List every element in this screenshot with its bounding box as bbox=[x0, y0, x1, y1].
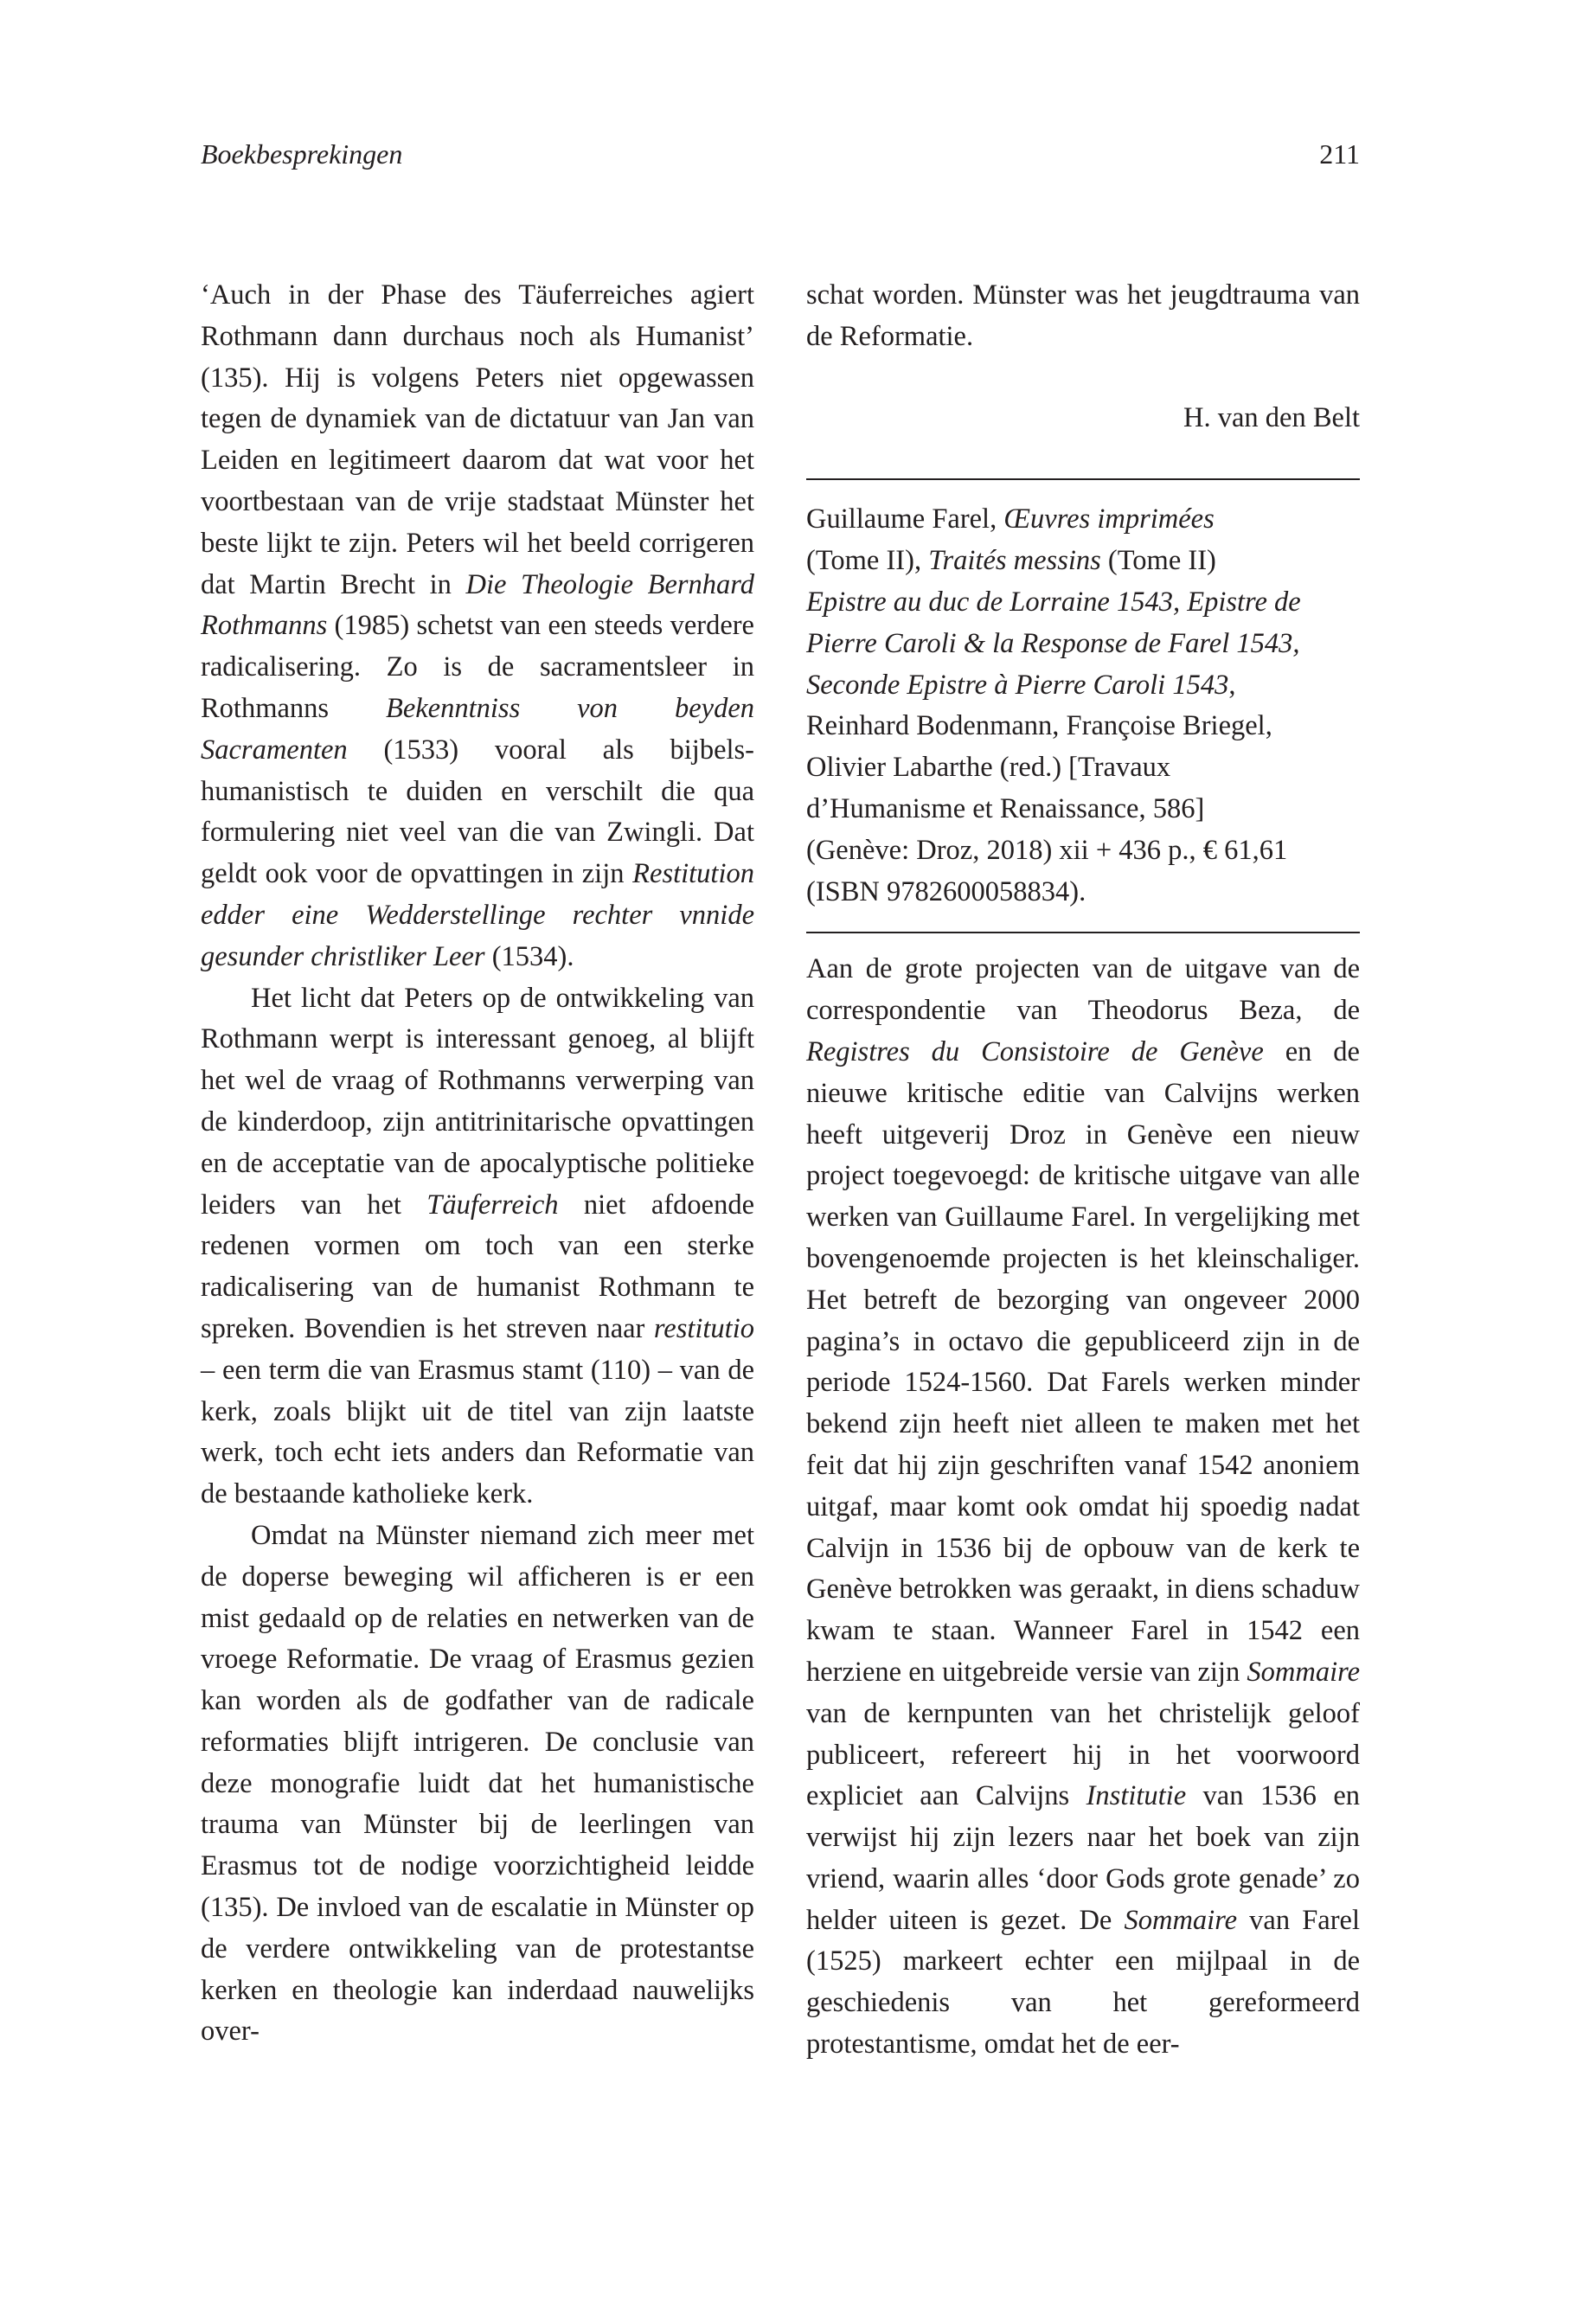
citation-line: (Tome II), Traités messins (Tome II) bbox=[806, 545, 1216, 577]
page-number: 211 bbox=[1319, 138, 1360, 170]
page-header bbox=[201, 138, 1360, 180]
citation-line: Olivier Labarthe (red.) [Travaux bbox=[806, 752, 1171, 784]
reviewer-signature: H. van den Belt bbox=[1183, 401, 1360, 433]
running-title: Boekbesprekingen bbox=[201, 138, 403, 170]
citation-line: Reinhard Bodenmann, Françoise Briegel, bbox=[806, 710, 1272, 742]
emphasis-term: Täuferreich bbox=[426, 1189, 559, 1221]
right-column bbox=[806, 275, 1360, 2066]
emphasis-term: Institutie bbox=[1086, 1780, 1187, 1812]
book-title: Bekenntniss von beyden Sacramenten bbox=[201, 692, 754, 766]
citation-line: Guillaume Farel, Œuvres imprimées bbox=[806, 503, 1215, 535]
paragraph-conclusion: Omdat na Münster niemand zich meer met de doperse beweging wil afficheren is er een mist gedaald op de relaties en netwerken van de vroege Reformatie. De vraag of Erasmus gezien kan worden als de godfather van de radicale reformaties blijft intrigeren. De conclusie van deze monografie luidt dat het humanistische trauma van Münster bij de leerlingen van Erasmus tot de nodige voorzichtigheid leidde (135). De invloed van de escalatie in Münster op de verdere ontwikkeling van de protestantse kerken en theologie kan inderdaad nauwelijks over- bbox=[201, 1519, 754, 2048]
citation-line: Pierre Caroli & la Response de Farel 1543, bbox=[806, 627, 1300, 659]
book-citation bbox=[806, 480, 1360, 932]
emphasis-term: Registres du Consistoire de Genève bbox=[806, 1035, 1264, 1067]
citation-line: d’Humanisme et Renaissance, 586] bbox=[806, 792, 1205, 824]
paragraph-rothmann-humanist: ‘Auch in der Phase des Täuferreiches agiert Rothmann dann durchaus noch als Humanist’ (135). Hij is volgens Peters niet opgewassen tegen de dynamiek van de dictatuur van Jan van Leiden en legitimeert daarom dat wat voor het voortbestaan van de vrije stadstaat Münster het beste lijkt te zijn. Peters wil het beeld corrigeren dat Martin Brecht in Die Theologie Bernhard Rothmanns (1985) schetst van een steeds verdere radicalisering. Zo is de sacramentsleer in Rothmanns Bekenntniss von beyden Sacramenten (1533) vooral als bijbels-humanistisch te duiden en verschilt die qua formulering niet veel van die van Zwingli. Dat geldt ook voor de opvattingen in zijn Restitution edder eine Wedderstellinge rechter vnnide gesunder christliker Leer (1534). bbox=[201, 279, 754, 972]
paragraph-continuation: schat worden. Münster was het jeugdtrauma van de Reformatie. bbox=[806, 279, 1360, 352]
book-title: Restitution edder eine Wedderstellinge rechter vnnide gesunder christliker Leer bbox=[201, 858, 754, 972]
citation-line: Seconde Epistre à Pierre Caroli 1543, bbox=[806, 669, 1236, 701]
emphasis-term: Sommaire bbox=[1247, 1656, 1360, 1688]
left-column bbox=[201, 275, 754, 2053]
emphasis-term: Sommaire bbox=[1124, 1904, 1238, 1936]
paragraph-radicalisation: Het licht dat Peters op de ontwikkeling van Rothmann werpt is interessant genoeg, al blijft het wel de vraag of Rothmanns verwerping van de kinderdoop, zijn antitrinitarische opvattingen en de acceptatie van de apocalyptische politieke leiders van het Täuferreich niet afdoende redenen vormen om toch van een sterke radicalisering van de humanist Rothmann te spreken. Bovendien is het streven naar restitutio – een term die van Erasmus stamt (110) – van de kerk, zoals blijkt uit de titel van zijn laatste werk, toch echt iets anders dan Reformatie van de bestaande katholieke kerk. bbox=[201, 982, 754, 1510]
citation-line: (Genève: Droz, 2018) xii + 436 p., € 61,61 bbox=[806, 834, 1288, 866]
paragraph-review-farel: Aan de grote projecten van de uitgave van de correspondentie van Theodorus Beza, de Registres du Consistoire de Genève en de nieuwe kritische editie van Calvijns werken heeft uitgeverij Droz in Genève een nieuw project toegevoegd: de kritische uitgave van alle werken van Guillaume Farel. In vergelijking met bovengenoemde projecten is het kleinschaliger. Het betreft de bezorging van ongeveer 2000 pagina’s in octavo die gepubliceerd zijn in de periode 1524-1560. Dat Farels werken minder bekend zijn heeft niet alleen te maken met het feit dat hij zijn geschriften vanaf 1542 anoniem uitgaf, maar komt ook omdat hij spoedig nadat Calvijn in 1536 bij de opbouw van de kerk te Genève betrokken was geraakt, in diens schaduw kwam te staan. Wanneer Farel in 1542 een herziene en uitgebreide versie van zijn Sommaire van de kernpunten van het christelijk geloof publiceert, refereert hij in het voorwoord expliciet aan Calvijns Institutie van 1536 en verwijst hij zijn lezers naar het boek van zijn vriend, waarin alles ‘door Gods grote genade’ zo helder uiteen is gezet. De Sommaire van Farel (1525) markeert echter een mijlpaal in de geschiedenis van het gereformeerd protestantisme, omdat het de eer- bbox=[806, 953, 1361, 2061]
citation-line: (ISBN 9782600058834). bbox=[806, 875, 1086, 907]
emphasis-term: restitutio bbox=[653, 1312, 754, 1344]
book-title: Die Theologie Bernhard Rothmanns bbox=[201, 568, 754, 642]
citation-rule-bottom bbox=[806, 932, 1360, 933]
citation-line: Epistre au duc de Lorraine 1543, Epistre de bbox=[806, 586, 1301, 618]
